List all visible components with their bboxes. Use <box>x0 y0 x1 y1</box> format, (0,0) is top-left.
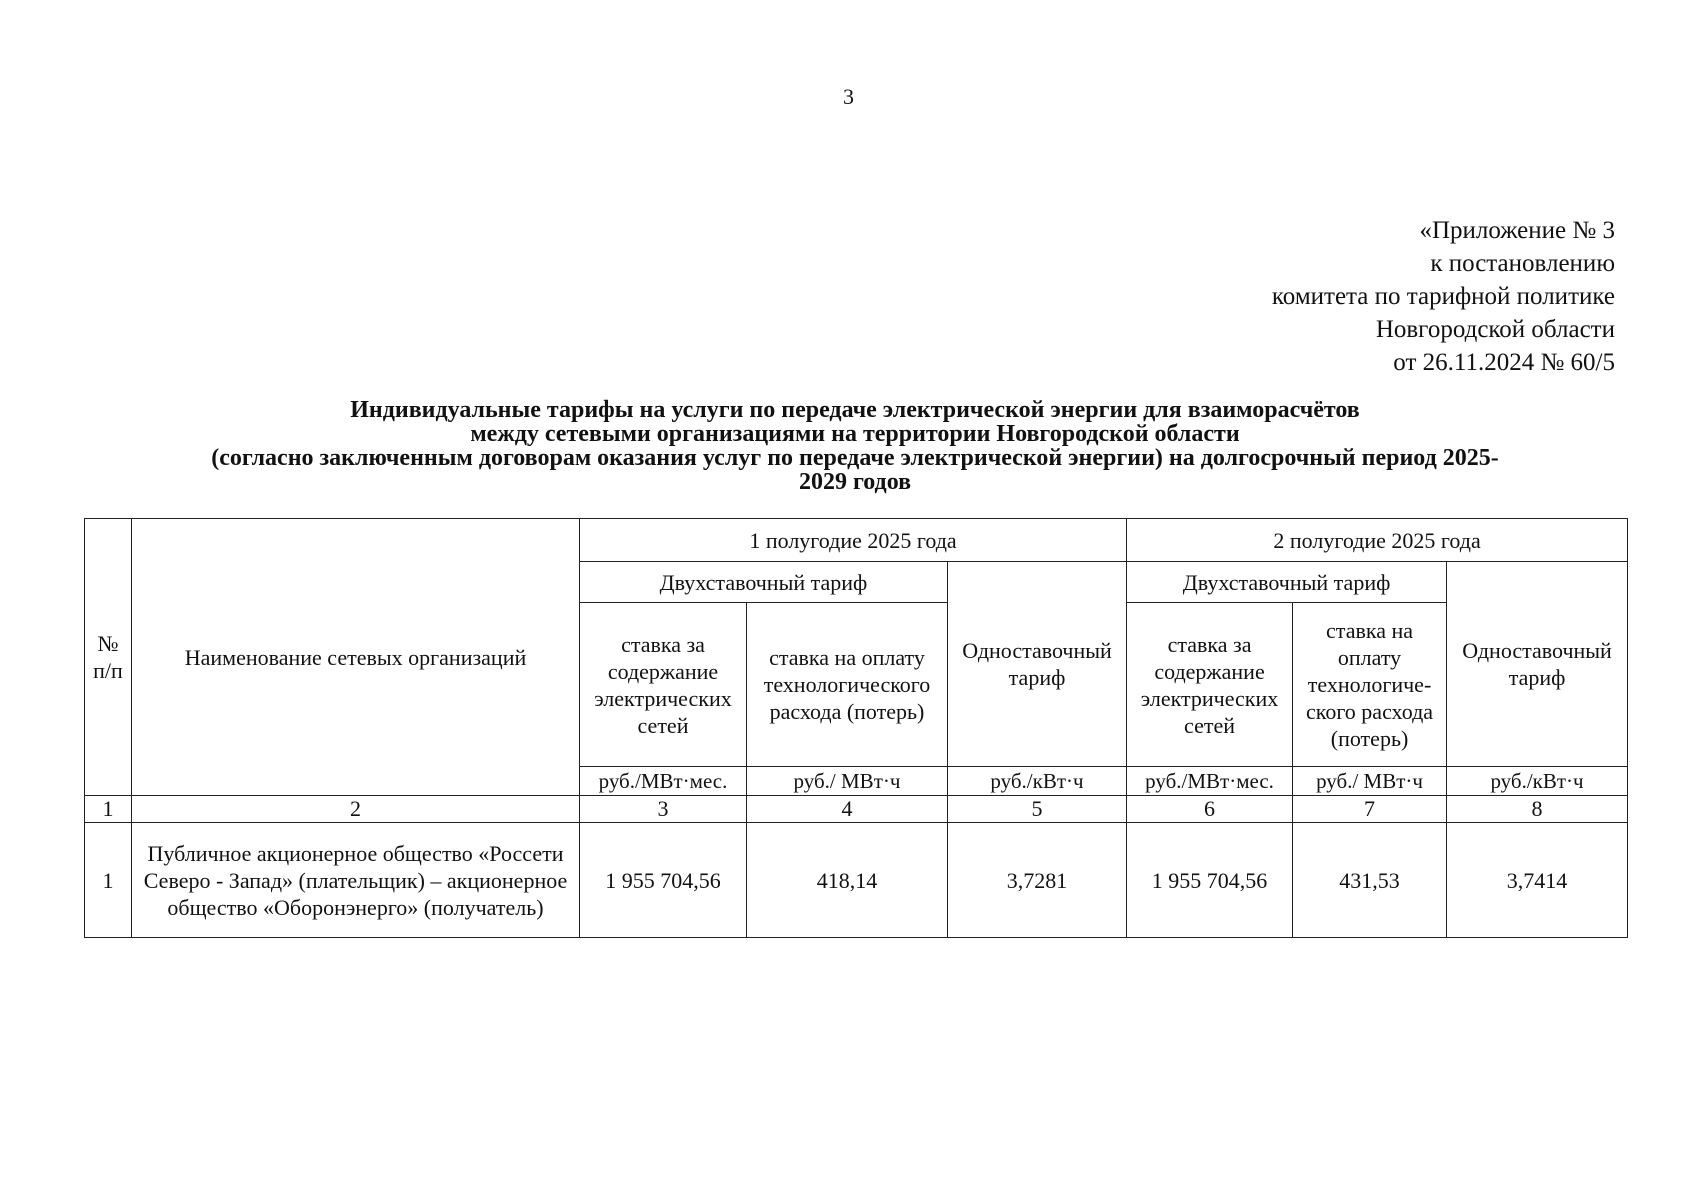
header-loss-rate-2: ставка на оплату технологиче-ского расхода (потерь) <box>1293 603 1447 767</box>
column-number: 3 <box>580 796 747 823</box>
column-number: 6 <box>1127 796 1293 823</box>
maintenance-rate-2-value: 1 955 704,56 <box>1127 823 1293 938</box>
page-number: 3 <box>843 84 854 109</box>
loss-rate-2-value: 431,53 <box>1293 823 1447 938</box>
appendix-line: от 26.11.2024 № 60/5 <box>1393 349 1615 376</box>
org-name: Публичное акционерное общество «Россети Северо - Запад» (плательщик) – акционерное общество «Оборонэнерго» (получатель) <box>132 823 580 938</box>
header-two-rate-2: Двухставочный тариф <box>1127 562 1447 603</box>
header-num: № п/п <box>85 519 132 796</box>
column-number-row <box>85 796 1628 823</box>
unit-cell: руб./кВт·ч <box>948 767 1127 796</box>
header-two-rate-1: Двухставочный тариф <box>580 562 948 603</box>
one-rate-2-value: 3,7414 <box>1447 823 1628 938</box>
unit-cell: руб./МВт·мес. <box>580 767 747 796</box>
title-line: (согласно заключенным договорам оказания услуг по передаче электрической энергии) на долгосрочный период 2025- <box>211 445 1499 471</box>
header-loss-rate-1: ставка на оплату технологического расхода (потерь) <box>747 603 948 767</box>
appendix-line: комитета по тарифной политике <box>1271 283 1615 310</box>
unit-cell: руб./кВт·ч <box>1447 767 1628 796</box>
title-line: 2029 годов <box>798 469 912 495</box>
unit-cell: руб./ МВт·ч <box>747 767 948 796</box>
appendix-line: «Приложение № 3 <box>1419 217 1615 244</box>
loss-rate-1-value: 418,14 <box>747 823 948 938</box>
header-maintenance-rate-2: ставка за содержание электрических сетей <box>1127 603 1293 767</box>
maintenance-rate-1-value: 1 955 704,56 <box>580 823 747 938</box>
table-row <box>85 823 1628 938</box>
column-number: 2 <box>132 796 580 823</box>
header-org-name: Наименование сетевых организаций <box>132 519 580 796</box>
column-number: 4 <box>747 796 948 823</box>
title-line: между сетевыми организациями на территории Новгородской области <box>470 421 1240 447</box>
header-one-rate-2: Одноставочный тариф <box>1447 562 1628 767</box>
document-title <box>84 398 1626 494</box>
column-number: 7 <box>1293 796 1447 823</box>
header-maintenance-rate-1: ставка за содержание электрических сетей <box>580 603 747 767</box>
appendix-line: Новгородской области <box>1375 316 1615 343</box>
header-row-periods <box>85 519 1628 562</box>
header-period-1: 1 полугодие 2025 года <box>580 519 1127 562</box>
title-line: Индивидуальные тарифы на услуги по передаче электрической энергии для взаиморасчётов <box>350 397 1360 423</box>
appendix-block <box>1272 214 1615 379</box>
column-number: 5 <box>948 796 1127 823</box>
one-rate-1-value: 3,7281 <box>948 823 1127 938</box>
tariffs-table <box>84 518 1628 938</box>
header-period-2: 2 полугодие 2025 года <box>1127 519 1628 562</box>
unit-cell: руб./МВт·мес. <box>1127 767 1293 796</box>
column-number: 8 <box>1447 796 1628 823</box>
row-number: 1 <box>85 823 132 938</box>
column-number: 1 <box>85 796 132 823</box>
header-one-rate-1: Одноставочный тариф <box>948 562 1127 767</box>
unit-cell: руб./ МВт·ч <box>1293 767 1447 796</box>
appendix-line: к постановлению <box>1430 250 1615 277</box>
